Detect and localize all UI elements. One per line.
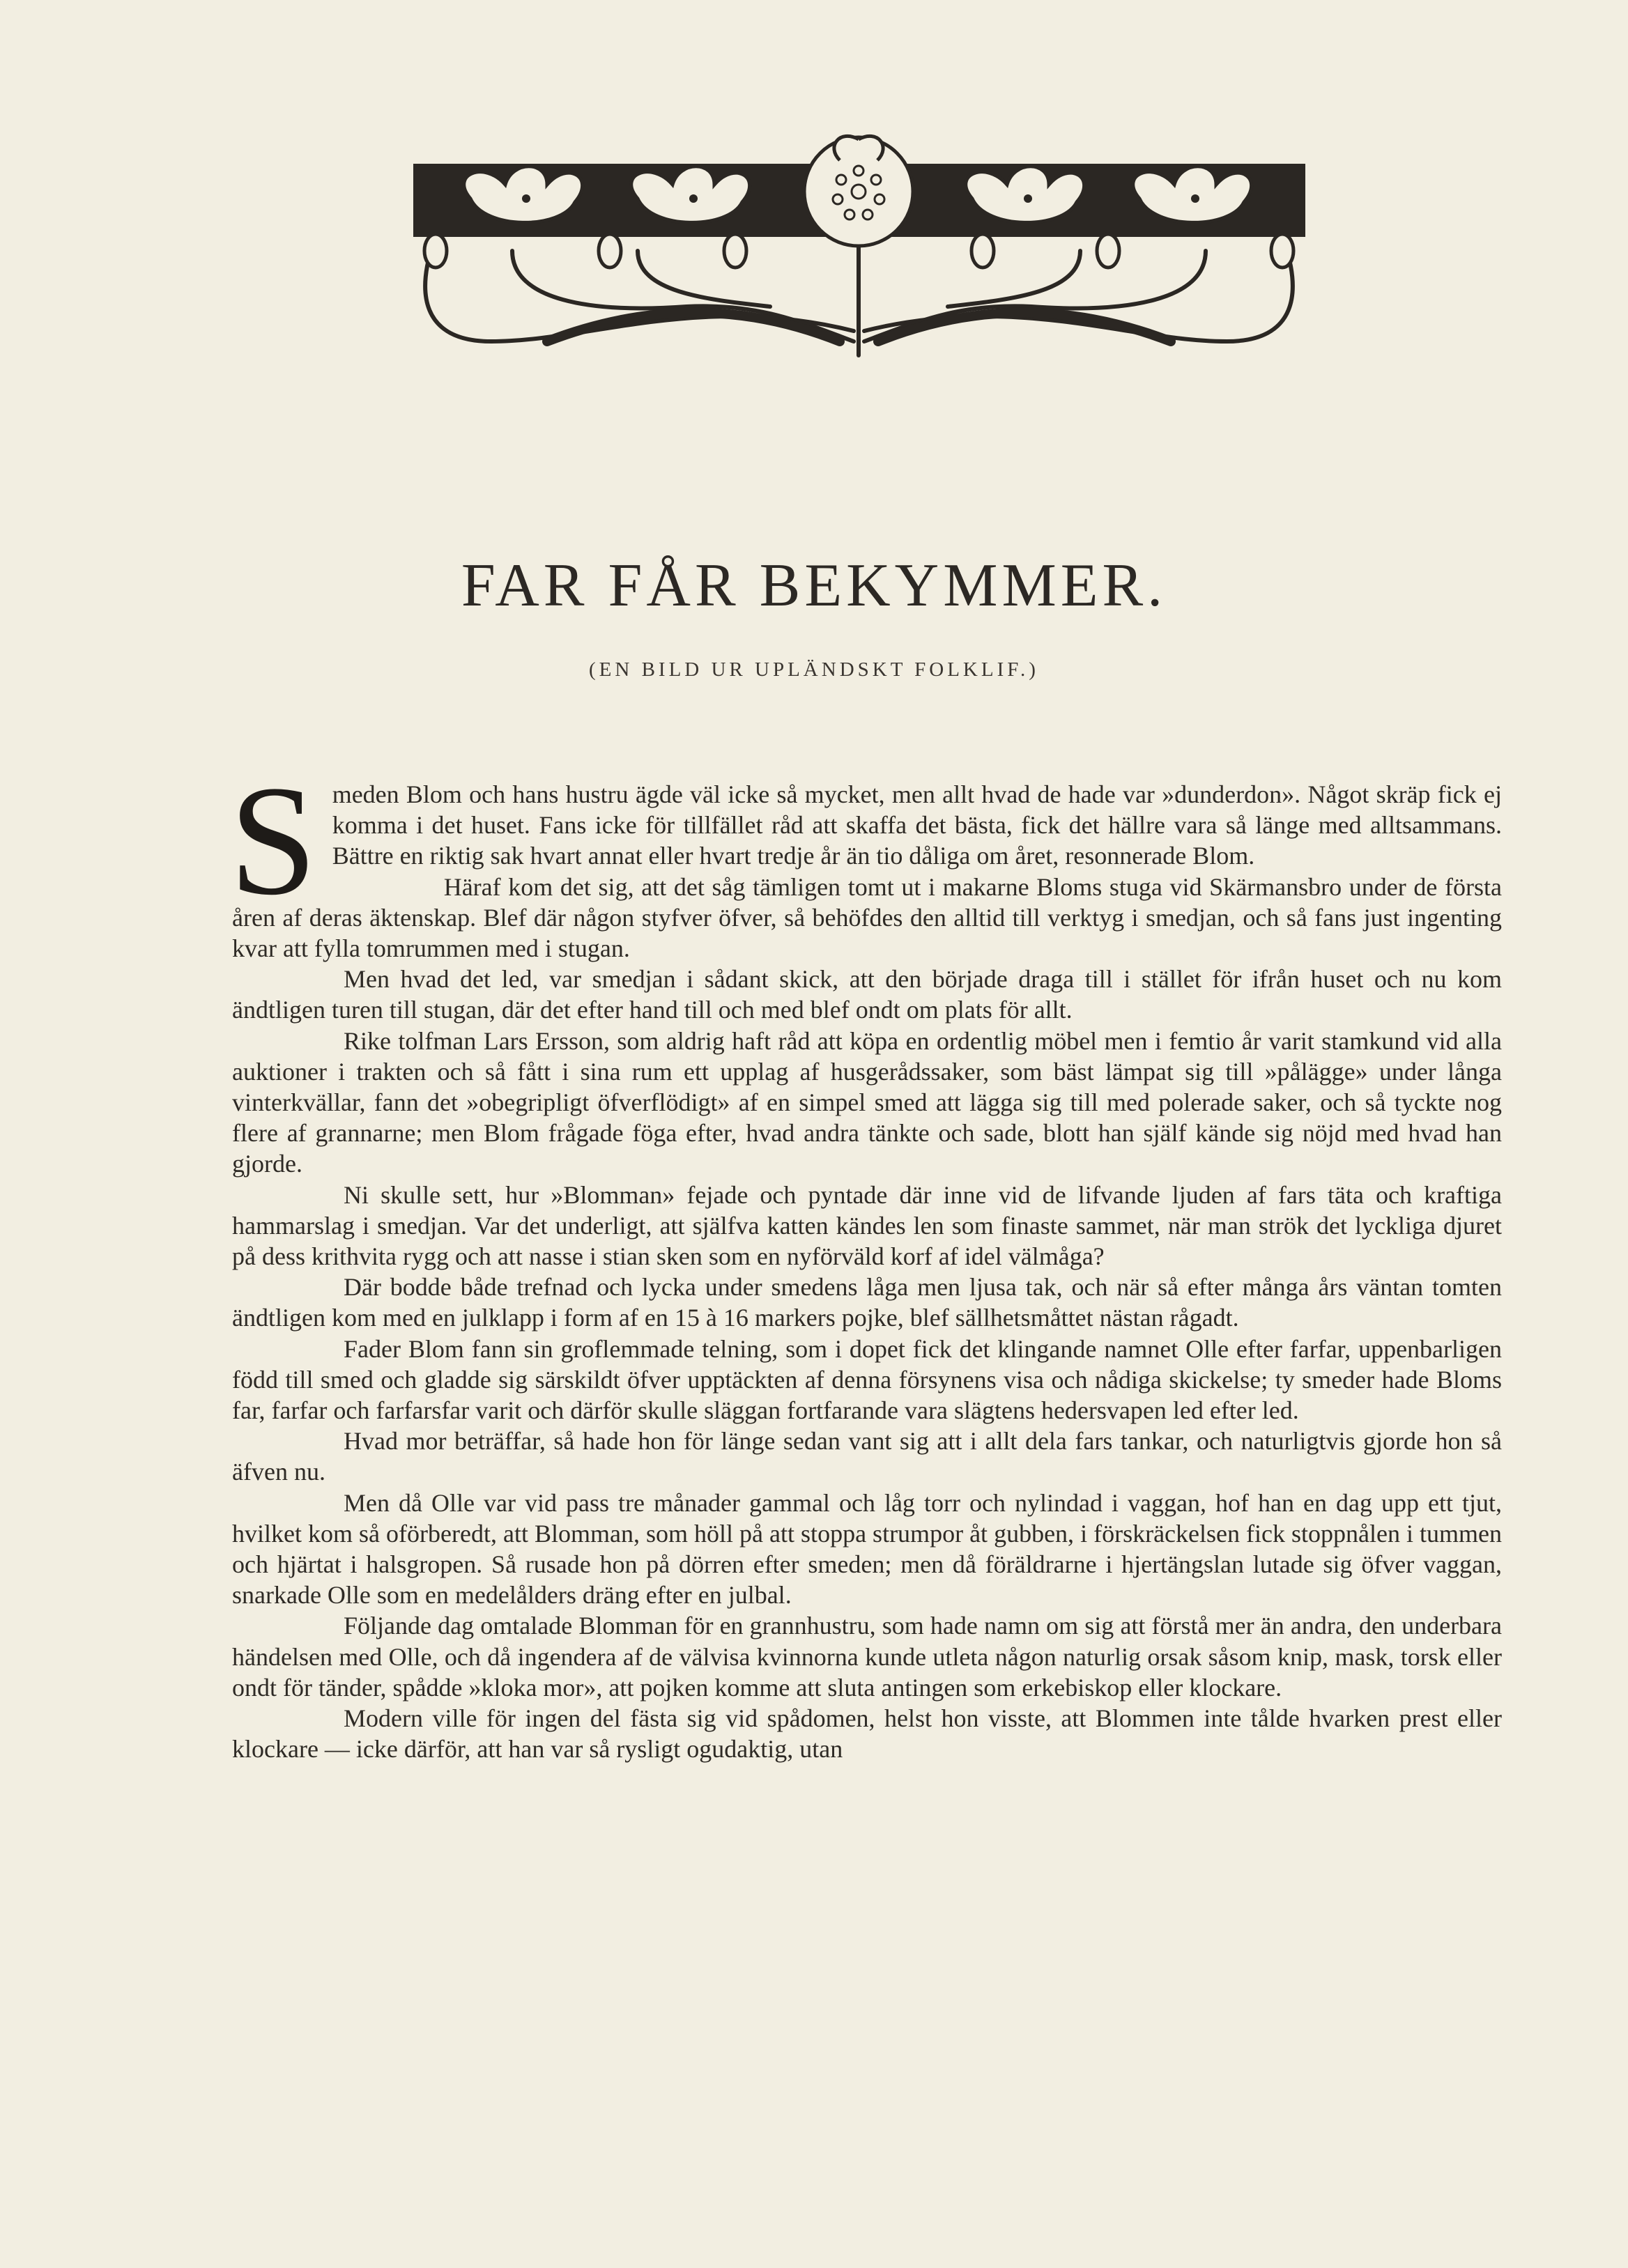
article-subtitle: (EN BILD UR UPLÄNDSKT FOLKLIF.) (589, 658, 1039, 681)
paragraph: Ni skulle sett, hur »Blomman» fejade och pyntade där inne vid de lifvande ljuden af fars täta och kraftiga hammarslag i smedjan. Var det underligt, att själfva katten kändes len som finaste sammet, när man strök det lyckliga djuret på dess krithvita rygg och att nasse i stian sken som en nyförväld korf af idel välmåga? (232, 1180, 1502, 1271)
paragraph: Hvad mor beträffar, så hade hon för länge sedan vant sig att i allt dela fars tankar, och naturligtvis gjorde hon så äfven nu. (232, 1427, 1502, 1486)
paragraph: Häraf kom det sig, att det såg tämligen tomt ut i makarne Bloms stuga vid Skärmansbro under de första åren af deras äktenskap. Blef där någon styfver öfver, så behöfdes den alltid till verktyg i smedjan, och så fans just ingenting kvar att fylla tomrummen med i stugan. (232, 872, 1502, 963)
art-nouveau-flower-vignette-icon (408, 132, 1310, 362)
article-body (229, 753, 1502, 1765)
paragraph: Men hvad det led, var smedjan i sådant skick, att den började draga till i stället för ifrån huset och nu kom ändtligen turen till stugan, där det efter hand till och med blef ondt om plats för allt. (232, 965, 1502, 1024)
paragraph: Modern ville för ingen del fästa sig vid spådomen, helst hon visste, att Blommen inte tålde hvarken prest eller klockare — icke därför, att han var så rysligt ogudaktig, utan (232, 1704, 1502, 1764)
paragraph: Men då Olle var vid pass tre månader gammal och låg torr och nylindad i vaggan, hof han en dag upp ett tjut, hvilket kom så oförberedt, att Blomman, som höll på att stoppa strumpor åt gubben, i förskräckelsen fick stoppnålen i tummen och hjärtat i halsgropen. Så rusade hon på dörren efter smeden; men då föräldrarne i hjertängslan lutade sig öfver vaggan, snarkade Olle som en medelålders dräng efter en julbal. (232, 1488, 1502, 1610)
article-title: FAR FÅR BEKYMMER. (461, 552, 1167, 619)
paragraph: Där bodde både trefnad och lycka under smedens låga men ljusa tak, och när så efter många års väntan tomten ändtligen kom med en julklapp i form af en 15 à 16 markers pojke, blef sällhetsmåttet nästan rågadt. (232, 1273, 1502, 1332)
drop-cap: S (229, 753, 317, 927)
paragraph: Fader Blom fann sin groflemmade telning, som i dopet fick det klingande namnet Olle efter farfar, uppenbarligen född till smed och gladde sig särskildt öfver upptäckten af denna försynens visa och nådiga skickelse; ty smeder hade Bloms far, farfar och farfarsfar varit och därför skulle släggan fortfarande vara slägtens hedersvapen led efter led. (232, 1334, 1502, 1425)
paragraph-text: meden Blom och hans hustru ägde väl icke så mycket, men allt hvad de hade var »dunderdon». Något skräp fick ej komma i det huset. Fans icke för tillfället råd att skaffa det bästa, fick det hällre vara så länge med alltsammans. Bättre en riktig sak hvart annat eller hvart tredje år än tio dåliga om året, resonnerade Blom. (332, 780, 1502, 870)
paragraph: Följande dag omtalade Blomman för en grannhustru, som hade namn om sig att förstå mer än andra, den underbara händelsen med Olle, och då ingendera af de välvisa kvinnorna kunde utleta någon naturlig orsak såsom knip, mask, torsk eller ondt för tänder, spådde »kloka mor», att pojken komme att sluta antingen som erkebiskop eller klockare. (232, 1612, 1502, 1702)
paragraph: Rike tolfman Lars Ersson, som aldrig haft råd att köpa en ordentlig möbel men i femtio år varit stamkund vid alla auktioner i trakten och så fått i sina rum ett upplag af husgerådssaker, som bäst lämpat sig till »pålägge» under långa vinterkvällar, fann det »obegripligt öfverflödigt» af en simpel smed att lägga sig till med polerade saker, och så tyckte nog flere af grannarne; men Blom frågade föga efter, hvad andra tänkte och sade, blott han själf kände sig nöjd med hvad han gjorde. (232, 1026, 1502, 1178)
